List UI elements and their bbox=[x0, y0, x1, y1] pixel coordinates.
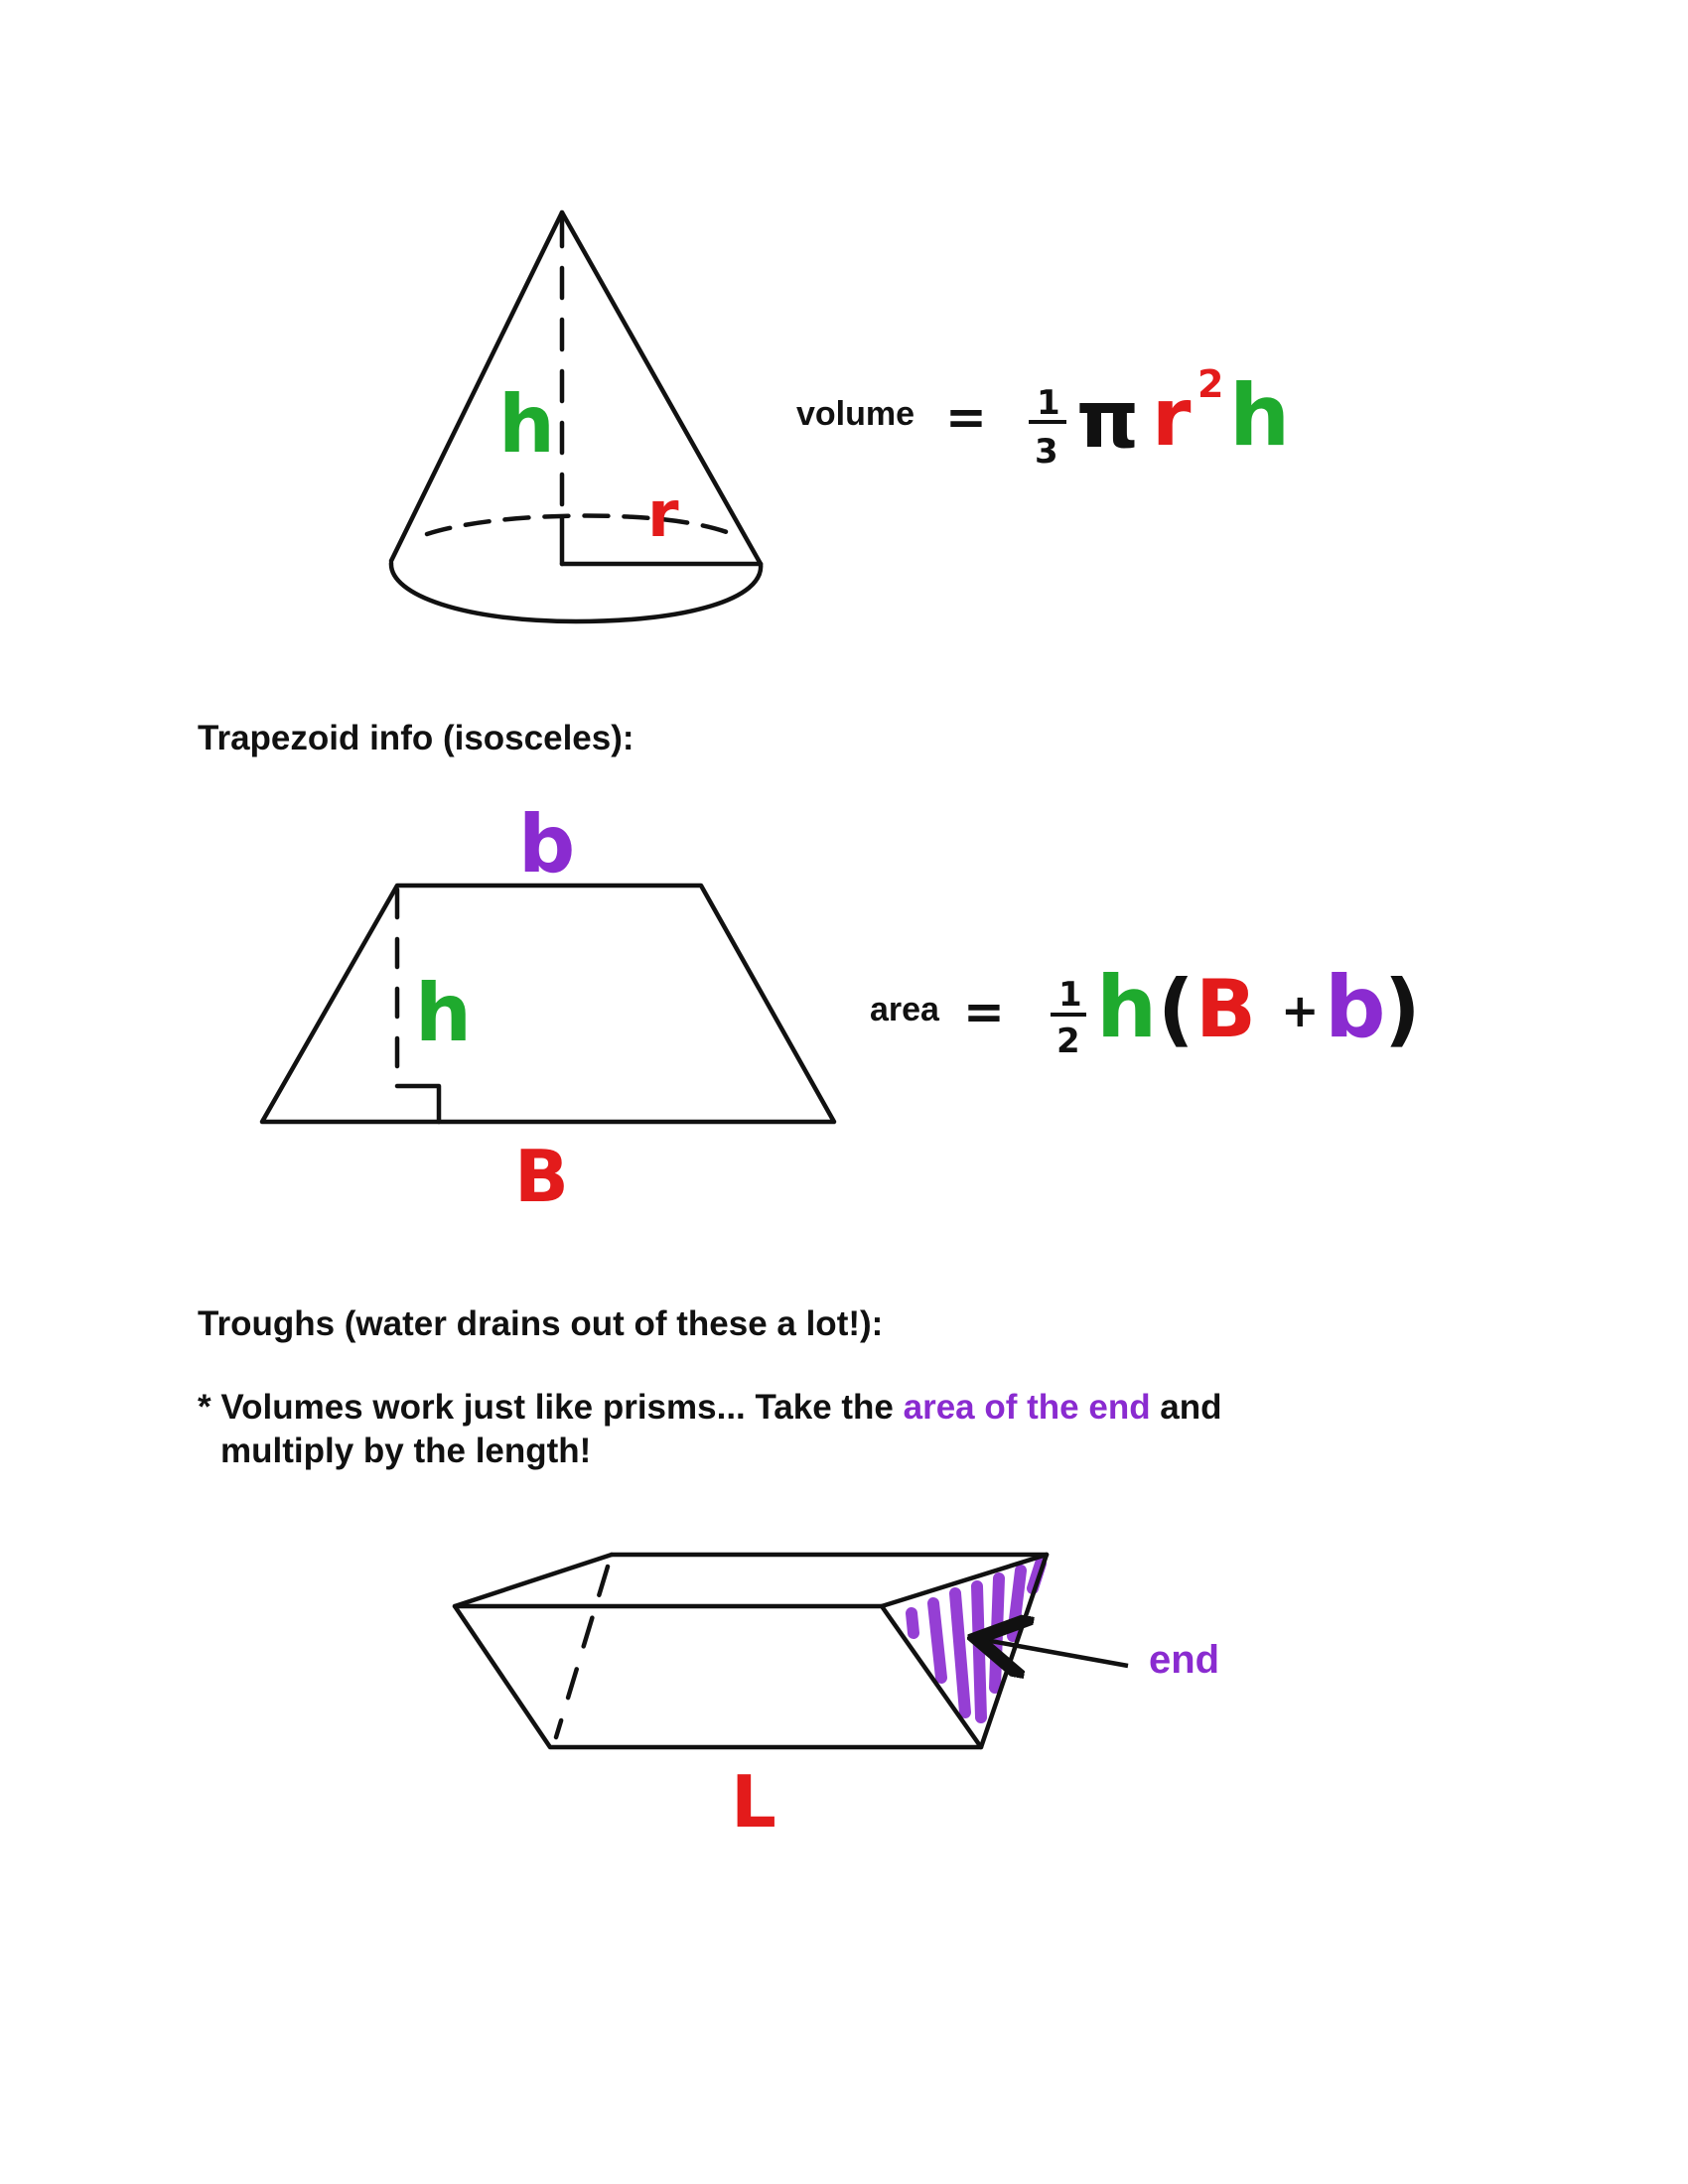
cone-figure bbox=[391, 212, 761, 621]
troughs-note-prefix: * Volumes work just like prisms... Take the bbox=[198, 1388, 904, 1427]
trough-label-end: end bbox=[1149, 1638, 1220, 1682]
trough-hidden-edge bbox=[556, 1567, 608, 1737]
trapezoid-right-angle bbox=[397, 1086, 439, 1122]
trough-end-arrow bbox=[985, 1640, 1128, 1666]
trapezoid-formula-open-paren: ( bbox=[1158, 963, 1195, 1055]
trough-label-L: L bbox=[731, 1760, 776, 1843]
trough-end-hatching bbox=[912, 1564, 1041, 1717]
cone-formula-label: volume bbox=[796, 395, 915, 433]
troughs-note-line1 bbox=[198, 1388, 1222, 1428]
cone-formula-frac-num: 1 bbox=[1037, 383, 1060, 423]
trapezoid-formula-B: B bbox=[1196, 963, 1256, 1055]
cone-formula-h: h bbox=[1229, 366, 1291, 466]
trapezoid-label-h: h bbox=[415, 967, 472, 1059]
cone-base-back bbox=[427, 516, 737, 536]
cone-label-h: h bbox=[498, 378, 555, 471]
trapezoid-heading: Trapezoid info (isosceles): bbox=[198, 719, 634, 757]
troughs-note-highlight: area of the end bbox=[903, 1388, 1151, 1427]
cone-formula-equals: = bbox=[945, 388, 987, 446]
trapezoid-figure bbox=[262, 886, 834, 1122]
cone-base-front bbox=[391, 563, 761, 621]
trapezoid-outline bbox=[262, 886, 834, 1122]
troughs-note-line2: multiply by the length! bbox=[220, 1432, 592, 1470]
trapezoid-formula-close-paren: ) bbox=[1384, 963, 1421, 1055]
trapezoid-label-b: b bbox=[518, 798, 576, 890]
cone-formula-frac-den: 3 bbox=[1035, 432, 1058, 472]
cone-label-r: r bbox=[647, 478, 679, 552]
troughs-note-suffix: and bbox=[1150, 1388, 1222, 1427]
trapezoid-formula-equals: = bbox=[963, 983, 1005, 1040]
trough-top-left-edge bbox=[455, 1555, 612, 1606]
trapezoid-formula-b: b bbox=[1325, 958, 1386, 1057]
trapezoid-formula-frac-num: 1 bbox=[1058, 975, 1082, 1015]
cone-formula-r: r bbox=[1152, 371, 1192, 464]
cone-formula-exp: 2 bbox=[1197, 362, 1224, 406]
trapezoid-formula-label: area bbox=[870, 991, 939, 1028]
trapezoid-label-B: B bbox=[514, 1135, 569, 1218]
troughs-heading: Troughs (water drains out of these a lot!): bbox=[198, 1304, 884, 1343]
trough-front-face bbox=[455, 1606, 981, 1747]
trapezoid-formula-h: h bbox=[1096, 958, 1158, 1057]
trapezoid-formula-frac-den: 2 bbox=[1056, 1022, 1080, 1061]
cone-formula-pi: π bbox=[1076, 373, 1140, 466]
trapezoid-formula-plus: + bbox=[1281, 984, 1320, 1037]
